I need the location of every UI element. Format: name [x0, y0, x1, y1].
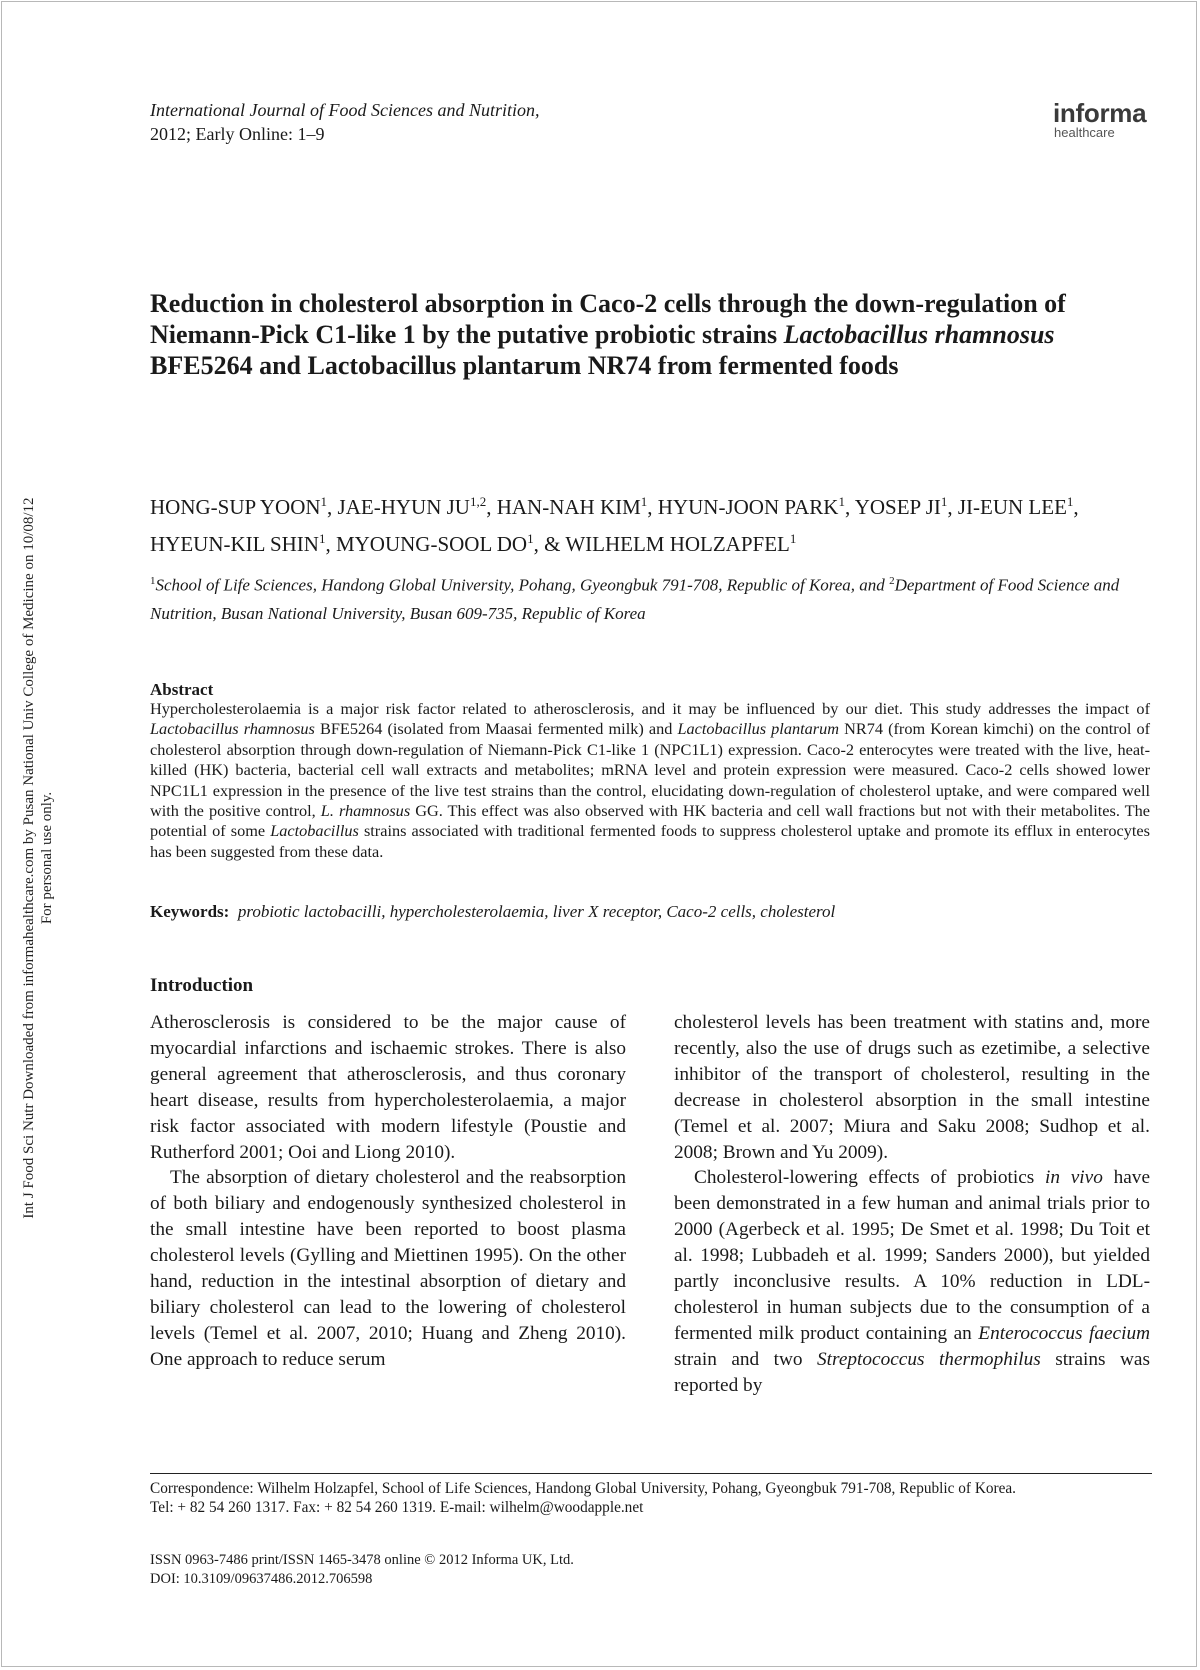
logo-main: informa: [1053, 98, 1147, 128]
paragraph: cholesterol levels has been treatment with statins and, more recently, also the use of drugs such as ezetimibe, a selective inhibitor of the transport of cholesterol, resulting in the decrease in cholesterol absorption in the small intestine (Temel et al. 2007; Miura and Saku 2008; Sudhop et al. 2008; Brown and Yu 2009).: [674, 1012, 1150, 1163]
doi-line: DOI: 10.3109/09637486.2012.706598: [150, 1571, 373, 1587]
keywords-label: Keywords:: [150, 902, 230, 921]
introduction-heading: Introduction: [150, 975, 254, 996]
issn-doi: [150, 1551, 574, 1589]
author: HONG-SUP YOON$^1$,: [150, 494, 338, 519]
author: HYUN-JOON PARK$^1$,: [657, 494, 855, 519]
title-italic: Lactobacillus rhamnosus: [783, 320, 1055, 349]
correspondence-line2: Tel: + 82 54 260 1317. Fax: + 82 54 260 1319. E-mail: wilhelm@woodapple.net: [150, 1499, 644, 1516]
author-list: [150, 486, 1150, 560]
author: JI-EUN LEE$^1$,: [957, 494, 1079, 519]
footnote-divider: [150, 1473, 1152, 1474]
paragraph: Cholesterol-lowering effects of probiotics in vivo have been demonstrated in a few human and animal trials prior to 2000 (Agerbeck et al. 1995; De Smet et al. 1998; Du Toit et al. 1998; Lubbadeh et al. 1999; Sanders 2000), but yielded partly inconclusive results. A 10% reduction in LDL-cholesterol in human subjects due to the consumption of a fermented milk product containing an Enterococcus faecium strain and two Streptococcus thermophilus strains was reported by: [674, 1167, 1151, 1396]
download-note-line1: Int J Food Sci Nutr Downloaded from informahealthcare.com by Pusan National Univ College of Medicine on 10/08/12: [21, 497, 37, 1219]
article-title: [150, 288, 1140, 381]
column-right: [674, 1010, 1150, 1399]
paragraph: Atherosclerosis is considered to be the major cause of myocardial infarctions and ischaemic strokes. There is also general agreement that atherosclerosis, and thus coronary heart disease, results from hypercholesterolaemia, a major risk factor associated with modern lifestyle (Poustie and Rutherford 2001; Ooi and Liong 2010).: [150, 1012, 626, 1163]
author: YOSEP $JI^1$,: [854, 494, 958, 519]
column-left: [150, 1010, 626, 1373]
author: MYOUNG-SOOL $DO^1$, &: [335, 531, 566, 556]
correspondence: [150, 1479, 1160, 1517]
download-watermark: [20, 468, 56, 1248]
author: JAE-HYUN JU$^{1,2}$,: [337, 494, 497, 519]
title-part1: Reduction in cholesterol absorption in Caco-2 cells through the down-regulation of Niemann-Pick C1-like 1 by the putative probiotic strains: [150, 289, 1066, 349]
download-note-line2: For personal use only.: [39, 791, 55, 925]
journal-header: [150, 98, 539, 146]
author: WILHELM HOLZAPFEL$^1$: [565, 531, 797, 556]
keywords-value: probiotic lactobacilli, hypercholesterolaemia, liver X receptor, Caco-2 cells, cholesterol: [237, 902, 836, 921]
paragraph: The absorption of dietary cholesterol and the reabsorption of both biliary and endogenously synthesized cholesterol in the small intestine have been reported to boost plasma cholesterol levels (Gylling and Miettinen 1995). On the other hand, reduction in the intestinal absorption of dietary and biliary cholesterol can lead to the lowering of cholesterol levels (Temel et al. 2007, 2010; Huang and Zheng 2010). One approach to reduce serum: [150, 1167, 626, 1370]
journal-name: International Journal of Food Sciences and Nutrition,: [150, 100, 540, 120]
title-part2: BFE5264 and Lactobacillus plantarum NR74 from fermented foods: [150, 351, 899, 380]
informa-logo: [1053, 100, 1146, 140]
keywords: [150, 902, 835, 922]
journal-issue: 2012; Early Online: 1–9: [150, 124, 325, 144]
abstract-heading: Abstract: [150, 680, 214, 699]
author: HAN-NAH KIM$^1$,: [496, 494, 658, 519]
abstract-text: Hypercholesterolaemia is a major risk factor related to atherosclerosis, and it may be influenced by our diet. This study addresses the impact of Lactobacillus rhamnosus BFE5264 (isolated from Maasai fermented milk) and Lactobacillus plantarum NR74 (from Korean kimchi) on the control of cholesterol absorption through down-regulation of Niemann-Pick C1-like 1 (NPC1L1) expression. Caco-2 enterocytes were treated with the live, heat-killed (HK) bacteria, bacterial cell wall extracts and metabolites; mRNA level and protein expression were measured. Caco-2 cells showed lower NPC1L1 expression in the presence of the live test strains than the control, elucidating down-regulation of cholesterol uptake, and were compared well with the positive control, L. rhamnosus GG. This effect was also observed with HK bacteria and cell wall fractions but not with their metabolites. The potential of some Lactobacillus strains associated with traditional fermented foods to suppress cholesterol uptake and promote its efflux in enterocytes has been suggested from these data.: [150, 699, 1151, 861]
affiliations: $^1$School of Life Sciences, Handong Global University, Pohang, Gyeongbuk 791-708, Republic of Korea, and $^2$Department of Food Science and Nutrition, Busan National University, Busan 609-735, Republic of Korea: [150, 575, 1120, 623]
logo-sub: healthcare: [1054, 125, 1115, 140]
correspondence-line1: Correspondence: Wilhelm Holzapfel, School of Life Sciences, Handong Global University, Pohang, Gyeongbuk 791-708, Republic of Korea.: [150, 1480, 1017, 1497]
issn-line: ISSN 0963-7486 print/ISSN 1465-3478 online © 2012 Informa UK, Ltd.: [150, 1552, 574, 1568]
author: HYEUN-KIL SHIN$^1$,: [150, 531, 336, 556]
